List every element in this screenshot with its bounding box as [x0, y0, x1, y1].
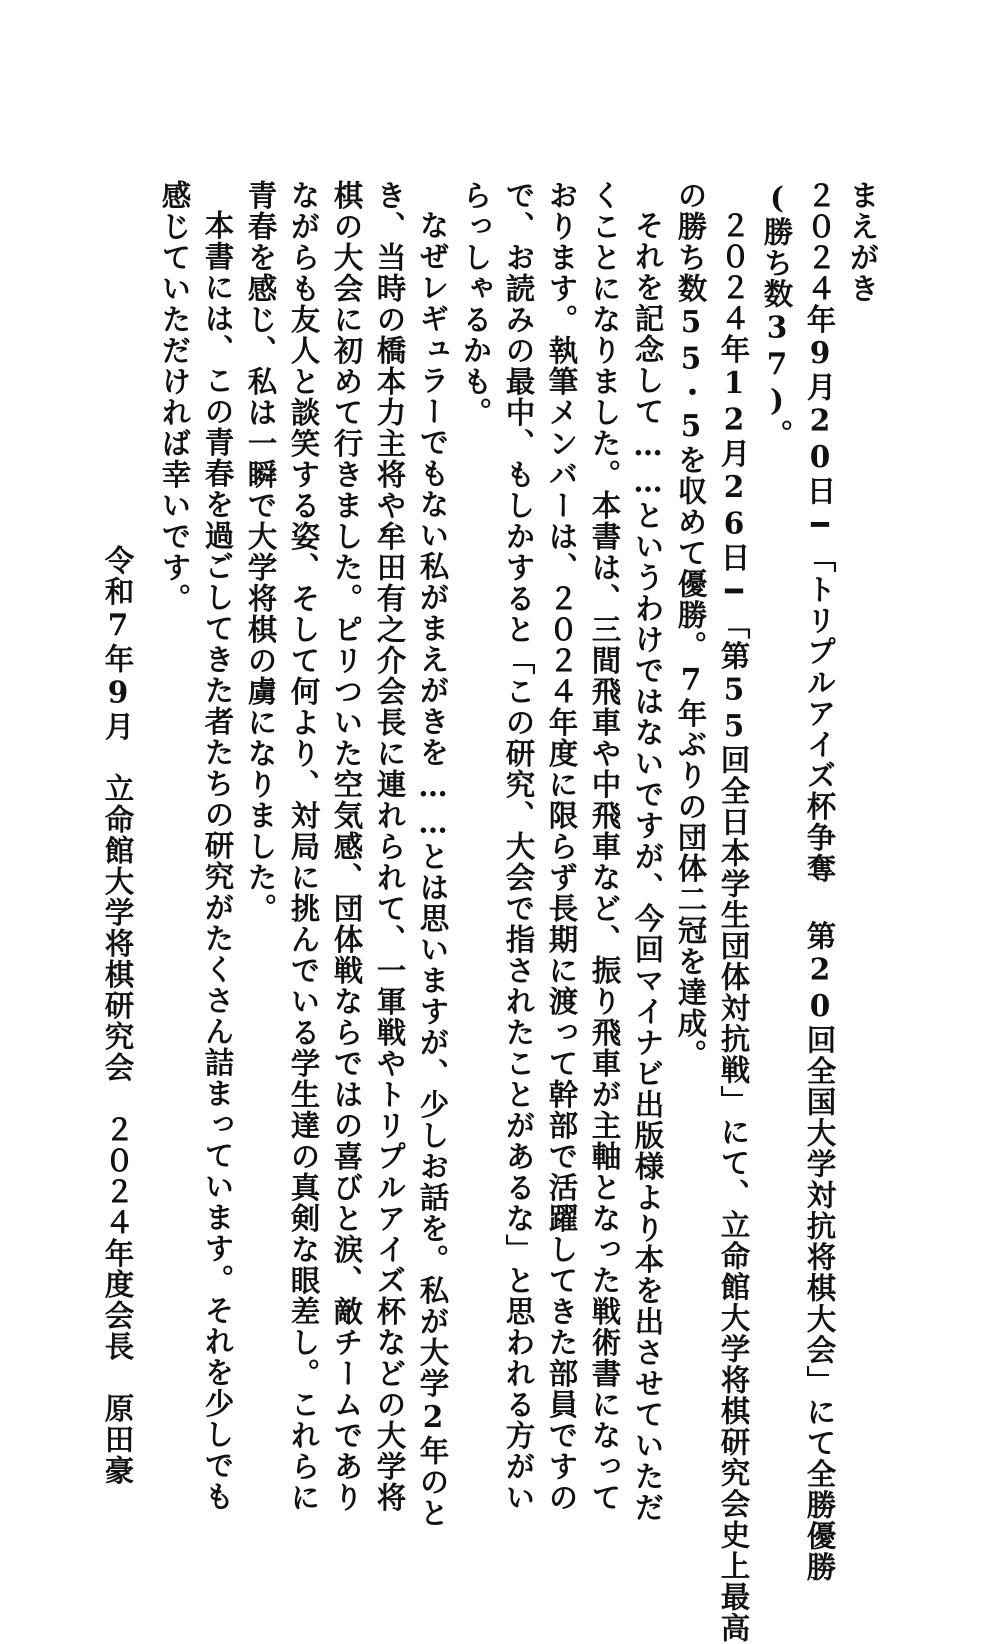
para-4-line-3: 棋の大会に初めて行きました。ピリついた空気感、団体戦ならではの喜びと涙、敵チームであり	[329, 180, 365, 1513]
para-2-line-1: ２０２４年12月26日━「第55回全日本学生団体対抗戦」にて、立命館大学将棋研究会史上最高	[716, 210, 752, 1644]
para-3-line-1: それを記念して……というわけではないですが、今回マイナビ出版様より本を出させていただ	[630, 210, 666, 1523]
para-3-line-2: くことになりました。本書は、三間飛車や中飛車など、振り飛車が主軸となった戦術書になって	[587, 180, 623, 1513]
para-3-line-5: らっしゃるかも。	[458, 180, 494, 428]
para-3-line-3: おります。執筆メンバーは、２０２４年度に限らず長期に渡って幹部で活躍してきた部員ですの	[544, 180, 580, 1513]
title: まえがき	[845, 180, 881, 304]
para-2-line-2: の勝ち数55・5を収めて優勝。7年ぶりの団体二冠を達成。	[673, 180, 709, 1070]
para-3-line-4: で、お読みの最中、もしかすると「この研究、大会で指されたことがあるな」と思われる方がい	[501, 180, 537, 1513]
para-4-line-4: ながらも友人と談笑する姿、そして何より、対局に挑んでいる学生達の真剣な眼差し。これらに	[286, 180, 322, 1513]
para-1-line-2: (勝ち数37)。	[759, 180, 795, 450]
para-5-line-1: 本書には、この青春を過ごしてきた者たちの研究がたくさん詰まっています。それを少しでも	[200, 210, 236, 1512]
para-5-line-2: 感じていただければ幸いです。	[157, 180, 193, 614]
para-4-line-5: 青春を感じ、私は一瞬で大学将棋の虜になりました。	[243, 180, 279, 924]
para-4-line-1: なぜレギュラーでもない私がまえがきを……とは思いますが、少しお話を。私が大学2年のと	[415, 210, 451, 1529]
para-4-line-2: き、当時の橋本力主将や牟田有之介会長に連れられて、一軍戦やトリプルアイズ杯などの大学将	[372, 180, 408, 1513]
signature: 令和7年9月 立命館大学将棋研究会 ２０２４年度会長 原田豪	[100, 545, 136, 1486]
para-1-line-1: ２０２４年9月20日━「トリプルアイズ杯争奪 第20回全国大学対抗将棋大会」にて全勝優勝	[802, 180, 838, 1583]
